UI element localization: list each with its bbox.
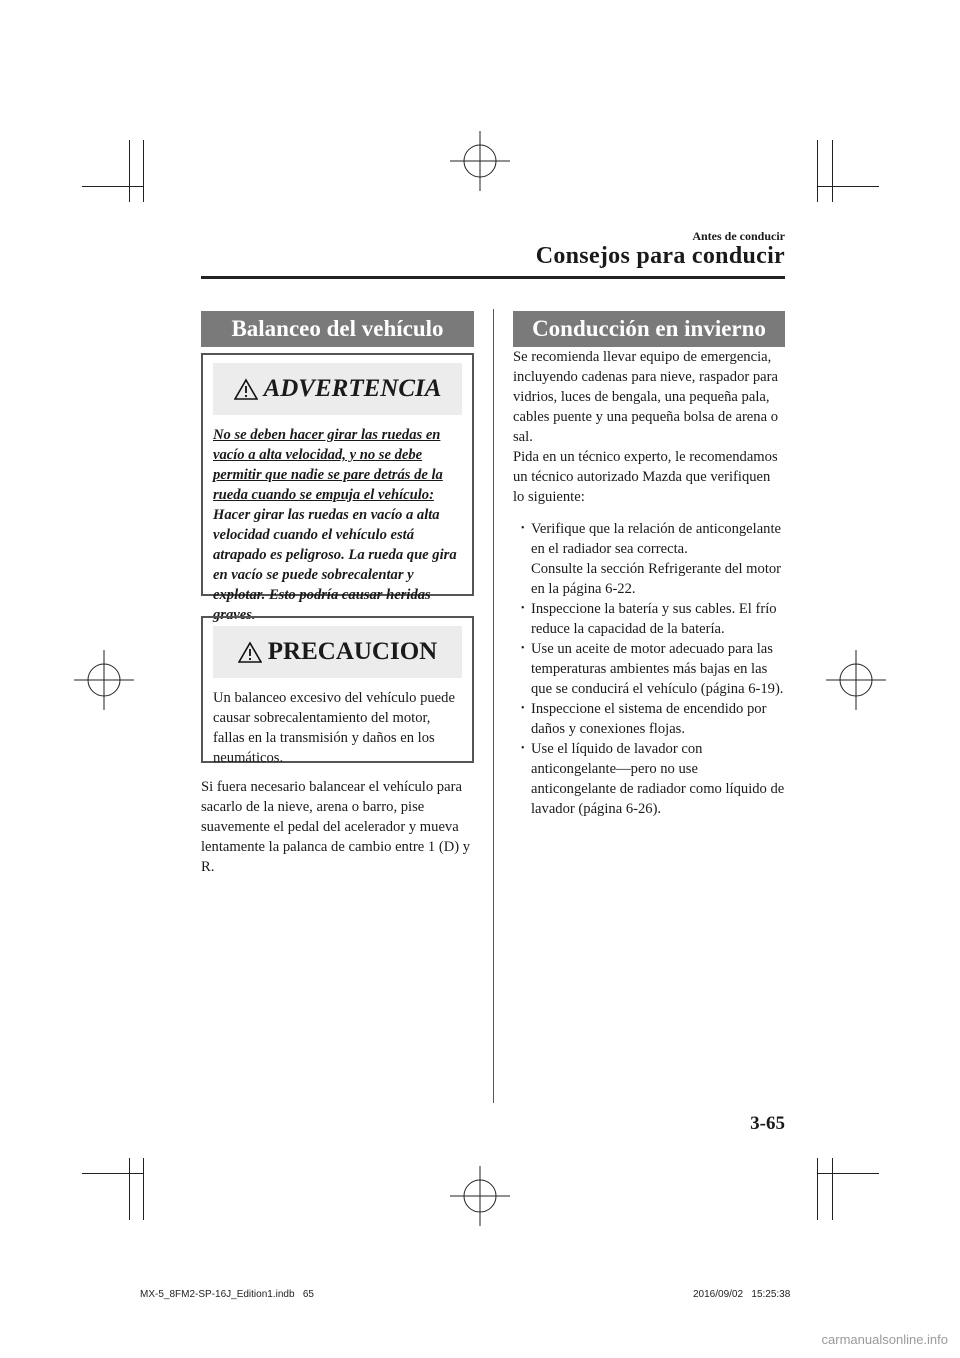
list-item [521,739,785,819]
crop-mark [143,1158,144,1220]
caution-body: Un balanceo excesivo del vehículo puede causar sobrecalentamiento del motor, fallas en la transmisión y daños en los neumáticos. [213,690,455,766]
list-item-extra: Consulte la sección Refrigerante del motor en la página 6-22. [531,561,782,597]
crop-mark [817,1173,879,1174]
registration-mark-left [74,650,134,710]
footer-file-name: MX-5_8FM2-SP-16J_Edition1.indb 65 [140,1289,314,1300]
list-item-text: Verifique que la relación de anticongelante en el radiador sea correcta. [531,521,782,557]
caution-box [201,616,474,766]
crop-mark [143,140,144,202]
check-list [521,519,785,819]
list-item-text: Use un aceite de motor adecuado para las temperaturas ambientes más bajas en las que se conducirá el vehículo (página 6-19). [531,641,784,697]
section-title-invierno: Conducción en invierno [513,311,785,347]
invierno-intro-1: Se recomienda llevar equipo de emergencia, incluyendo cadenas para nieve, raspador para vidrios, luces de bengala, una pequeña pala, cables puente y una pequeña bolsa de arena o sal. [513,349,779,445]
warning-title: ADVERTENCIA [263,375,442,402]
warning-box [201,353,474,623]
list-item [521,599,785,639]
crop-mark [129,140,130,202]
registration-mark-right [826,650,886,710]
list-item [521,519,785,599]
list-item [521,639,785,699]
warning-underlined-text: No se deben hacer girar las ruedas en vacío a alta velocidad, y no se debe permitir que nadie se pare detrás de la rueda cuando se empuja el vehículo: [213,427,443,503]
balanceo-paragraph: Si fuera necesario balancear el vehículo para sacarlo de la nieve, arena o barro, pise suavemente el pedal del acelerador y mueva lentamente la palanca de cambio entre 1 (D) y R. [201,779,471,875]
list-item-text: Use el líquido de lavador con anticongelante—pero no use anticongelante de radiador como líquido de lavador (página 6-26). [531,741,785,817]
watermark-text: carmanualsonline.info [821,1332,948,1347]
crop-mark [817,186,879,187]
caution-header [213,626,462,678]
page-title: Consejos para conducir [535,243,785,269]
invierno-intro-2: Pida en un técnico experto, le recomendamos un técnico autorizado Mazda que verifiquen lo siguiente: [513,449,778,505]
crop-mark [82,1173,143,1174]
warning-header [213,363,462,415]
crop-mark [817,1158,818,1220]
column-divider [493,309,494,1103]
warning-body-text: Hacer girar las ruedas en vacío a alta velocidad cuando el vehículo está atrapado es peligroso. La rueda que gira en vacío se puede sobrecalentar y explotar. Esto podría causar heridas graves. [213,507,457,623]
chapter-kicker: Antes de conducir [692,229,785,243]
list-item-text: Inspeccione el sistema de encendido por daños y conexiones flojas. [531,701,767,737]
crop-mark [82,186,143,187]
header-rule [201,276,785,279]
crop-mark [817,140,818,202]
warning-body [213,425,462,625]
crop-mark [129,1158,130,1220]
warning-triangle-icon [238,641,262,663]
crop-mark [832,140,833,202]
invierno-content [513,347,785,819]
section-title-balanceo: Balanceo del vehículo [201,311,474,347]
registration-mark-top [450,131,510,191]
caution-title: PRECAUCION [267,638,438,665]
page-number: 3-65 [750,1113,785,1134]
registration-mark-bottom [450,1166,510,1226]
warning-triangle-icon [234,378,258,400]
list-item-text: Inspeccione la batería y sus cables. El frío reduce la capacidad de la batería. [531,601,777,637]
list-item [521,699,785,739]
crop-mark [832,1158,833,1220]
footer-timestamp: 2016/09/02 15:25:38 [693,1289,791,1300]
